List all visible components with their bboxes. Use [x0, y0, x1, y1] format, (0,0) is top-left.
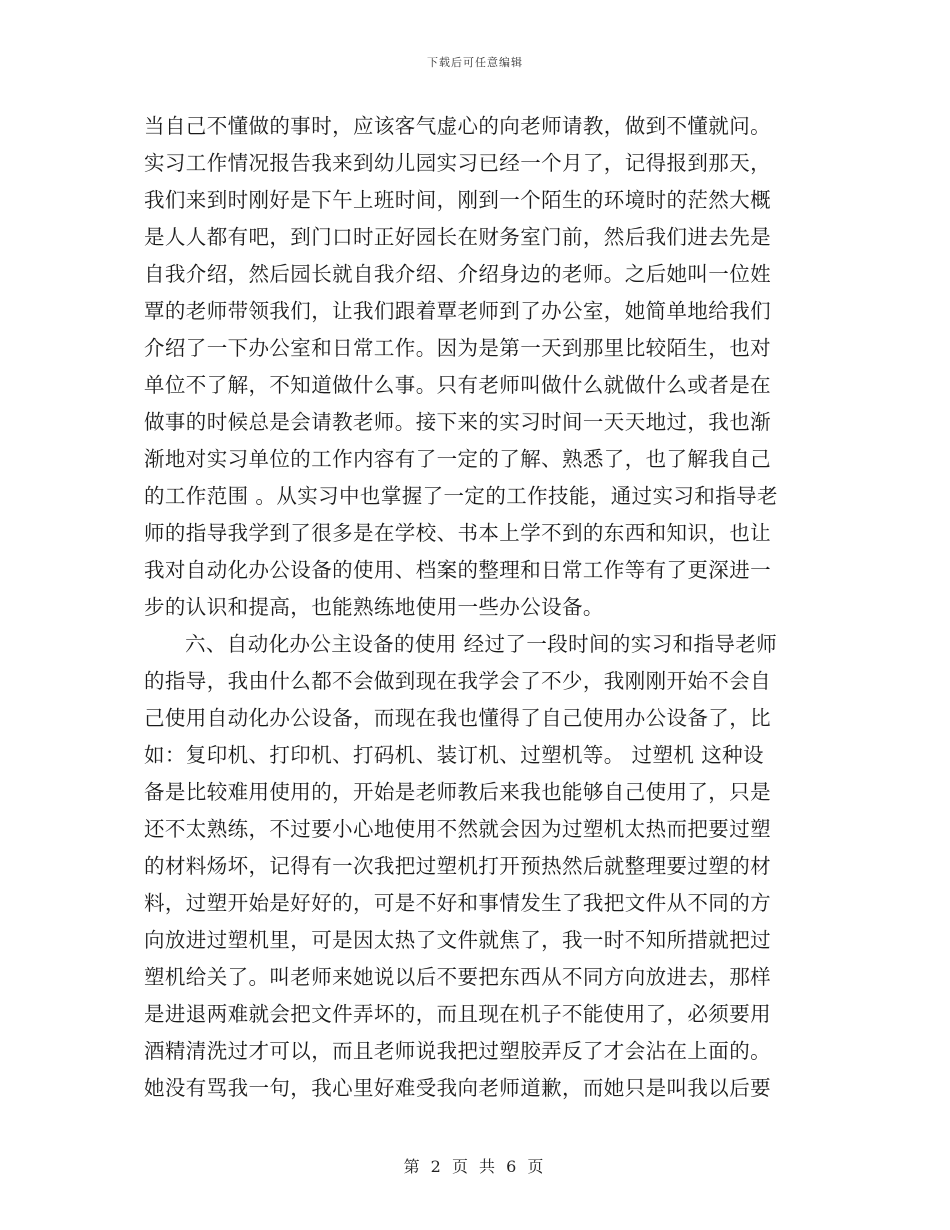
text-line: 的工作范围 。从实习中也掌握了一定的工作技能，通过实习和指导老	[144, 484, 778, 508]
text-line: 渐地对实习单位的工作内容有了一定的了解、熟悉了，也了解我自己	[144, 447, 771, 471]
text-line: 是进退两难就会把文件弄坏的，而且现在机子不能使用了，必须要用	[144, 1002, 771, 1026]
text-line: 步的认识和提高，也能熟练地使用一些办公设备。	[144, 595, 604, 619]
text-line: 的材料炀坏，记得有一次我把过塑机打开预热然后就整理要过塑的材	[144, 854, 771, 878]
text-line: 我们来到时刚好是下午上班时间，刚到一个陌生的环境时的茫然大概	[144, 188, 771, 212]
section-heading-line: 六、自动化办公主设备的使用 经过了一段时间的实习和指导老师	[185, 632, 778, 656]
text-line: 酒精清洗过才可以，而且老师说我把过塑胶弄反了才会沾在上面的。	[144, 1039, 771, 1063]
page-header: 下载后可任意编辑	[427, 56, 523, 69]
text-line: 她没有骂我一句，我心里好难受我向老师道歉，而她只是叫我以后要	[144, 1076, 771, 1100]
text-line: 当自己不懂做的事时，应该客气虚心的向老师请教，做到不懂就问。	[144, 114, 771, 138]
text-line: 实习工作情况报告我来到幼儿园实习已经一个月了，记得报到那天，	[144, 151, 771, 175]
page-number: 第 2 页 共 6 页	[403, 1157, 547, 1176]
text-line: 的指导，我由什么都不会做到现在我学会了不少，我刚刚开始不会自	[144, 669, 771, 693]
text-line: 师的指导我学到了很多是在学校、书本上学不到的东西和知识，也让	[144, 521, 771, 545]
text-line: 是人人都有吧，到门口时正好园长在财务室门前，然后我们进去先是	[144, 225, 771, 249]
text-line: 覃的老师带领我们，让我们跟着覃老师到了办公室，她简单地给我们	[144, 299, 771, 323]
text-line: 己使用自动化办公设备，而现在我也懂得了自己使用办公设备了，比	[144, 706, 771, 730]
text-line: 做事的时候总是会请教老师。接下来的实习时间一天天地过，我也渐	[144, 410, 771, 434]
text-line: 我对自动化办公设备的使用、档案的整理和日常工作等有了更深进一	[144, 558, 771, 582]
text-line: 还不太熟练，不过要小心地使用不然就会因为过塑机太热而把要过塑	[144, 817, 771, 841]
text-line: 单位不了解，不知道做什么事。只有老师叫做什么就做什么或者是在	[144, 373, 771, 397]
text-line: 料，过塑开始是好好的，可是不好和事情发生了我把文件从不同的方	[144, 891, 771, 915]
text-line: 塑机给关了。叫老师来她说以后不要把东西从不同方向放进去，那样	[144, 965, 771, 989]
text-line: 介绍了一下办公室和日常工作。因为是第一天到那里比较陌生，也对	[144, 336, 771, 360]
text-line: 向放进过塑机里，可是因太热了文件就焦了，我一时不知所措就把过	[144, 928, 771, 952]
document-body	[144, 108, 804, 1107]
text-line: 备是比较难用使用的，开始是老师教后来我也能够自己使用了，只是	[144, 780, 771, 804]
text-line: 自我介绍，然后园长就自我介绍、介绍身边的老师。之后她叫一位姓	[144, 262, 771, 286]
text-line: 如：复印机、打印机、打码机、装订机、过塑机等。 过塑机 这种设	[144, 743, 764, 767]
